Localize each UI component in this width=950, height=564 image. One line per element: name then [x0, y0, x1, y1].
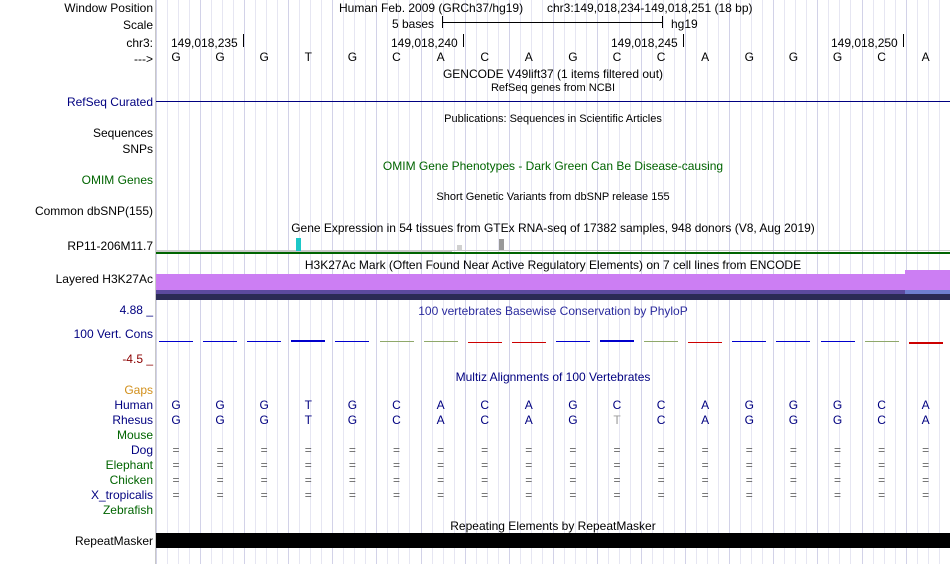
alignment-base: = [833, 458, 841, 472]
alignment-base: = [745, 488, 753, 502]
alignment-base: G [788, 413, 799, 427]
alignment-base: = [304, 443, 312, 457]
phylop-mark [732, 341, 766, 342]
alignment-base: C [480, 413, 490, 427]
alignment-base: = [701, 458, 709, 472]
alignment-base: = [789, 473, 797, 487]
alignment-base: G [171, 398, 181, 412]
coord-tick-4 [903, 34, 904, 47]
coord-label-3: 149,018,245 [611, 36, 678, 50]
alignment-base: = [392, 473, 400, 487]
h3k27ac-layer-dark [156, 294, 950, 300]
alignment-base: = [348, 443, 356, 457]
phylop-mark [644, 341, 678, 342]
alignment-base: = [348, 458, 356, 472]
sequence-base: G [215, 50, 225, 64]
alignment-base: A [921, 398, 930, 412]
phylop-mark [380, 341, 414, 342]
alignment-base: C [612, 398, 622, 412]
alignment-base: C [656, 413, 666, 427]
alignment-base: = [260, 458, 268, 472]
alignment-base: = [701, 473, 709, 487]
alignment-base: = [260, 443, 268, 457]
alignment-base: = [657, 443, 665, 457]
alignment-base: = [260, 488, 268, 502]
alignment-base: = [701, 443, 709, 457]
alignment-base: A [524, 398, 533, 412]
alignment-base: C [392, 413, 401, 427]
gaps-label[interactable]: Gaps [124, 383, 153, 397]
repeatmasker-label[interactable]: RepeatMasker [74, 534, 153, 548]
alignment-base: = [525, 443, 533, 457]
window-position-label: Window Position [64, 1, 153, 15]
sequence-base: C [480, 50, 490, 64]
alignment-base: = [878, 488, 886, 502]
coord-tick-2 [463, 34, 464, 47]
alignment-base: = [216, 473, 224, 487]
alignment-base: = [437, 458, 445, 472]
species-label-dog[interactable]: Dog [130, 443, 153, 457]
alignment-base: G [788, 398, 799, 412]
sequence-base: A [701, 50, 710, 64]
alignment-base: = [216, 488, 224, 502]
alignment-base: = [613, 458, 621, 472]
sequence-base: G [259, 50, 269, 64]
refseq-curated-label[interactable]: RefSeq Curated [66, 95, 153, 109]
alignment-base: G [568, 413, 578, 427]
alignment-base: A [701, 413, 710, 427]
alignment-base: G [832, 413, 843, 427]
publications-track-title[interactable]: Publications: Sequences in Scientific Articles [444, 113, 662, 125]
alignment-base: = [481, 458, 489, 472]
alignment-base: = [569, 488, 577, 502]
alignment-base: = [481, 488, 489, 502]
assembly-text[interactable]: Human Feb. 2009 (GRCh37/hg19) [339, 1, 524, 15]
alignment-base: G [568, 398, 578, 412]
alignment-base: = [569, 443, 577, 457]
h3k27ac-track-title[interactable]: H3K27Ac Mark (Often Found Near Active Regulatory Elements) on 7 cell lines from ENCODE [304, 258, 802, 272]
alignment-base: = [833, 443, 841, 457]
alignment-base: = [878, 473, 886, 487]
h3k27ac-label[interactable]: Layered H3K27Ac [55, 272, 153, 286]
phylop-mark [335, 341, 369, 342]
omim-track-title[interactable]: OMIM Gene Phenotypes - Dark Green Can Be Disease-causing [382, 159, 724, 173]
species-label-zebrafish[interactable]: Zebrafish [102, 503, 153, 517]
sequence-base: A [921, 50, 930, 64]
alignment-base: G [259, 413, 269, 427]
alignment-base: = [392, 488, 400, 502]
alignment-base: = [745, 458, 753, 472]
alignment-base: = [304, 473, 312, 487]
alignment-base: = [260, 473, 268, 487]
alignment-base: G [347, 413, 358, 427]
phylop-mark [600, 340, 634, 342]
phylop-mark [688, 342, 722, 343]
h3k27ac-signal-main[interactable] [156, 274, 905, 290]
repeatmasker-element-bar[interactable] [156, 533, 950, 548]
alignment-base: = [789, 458, 797, 472]
alignment-base: = [745, 443, 753, 457]
alignment-base: = [304, 458, 312, 472]
phylop-mark [203, 341, 237, 342]
dbsnp-track-title[interactable]: Short Genetic Variants from dbSNP release 155 [436, 191, 670, 203]
position-text[interactable]: chr3:149,018,234-149,018,251 (18 bp) [547, 1, 753, 15]
refseq-subtitle: RefSeq genes from NCBI [490, 82, 616, 94]
phylop-mark [556, 341, 590, 342]
species-label-human[interactable]: Human [114, 398, 153, 412]
alignment-base: = [172, 443, 180, 457]
alignment-base: = [657, 473, 665, 487]
alignment-base: = [613, 443, 621, 457]
alignment-base: T [613, 413, 621, 427]
alignment-base: = [878, 458, 886, 472]
alignment-base: = [833, 473, 841, 487]
sequence-base: T [304, 50, 312, 64]
alignment-base: G [744, 413, 754, 427]
alignment-base: = [392, 458, 400, 472]
alignment-base: A [921, 413, 930, 427]
species-label-elephant[interactable]: Elephant [105, 458, 153, 472]
h3k27ac-signal-peak[interactable] [905, 270, 950, 290]
alignment-base: = [569, 458, 577, 472]
species-label-x-tropicalis[interactable]: X_tropicalis [90, 488, 153, 502]
phylop-mark [159, 341, 193, 342]
alignment-base: = [922, 488, 930, 502]
phylop-mark [512, 342, 546, 343]
gtex-gene-label[interactable]: RP11-206M11.7 [67, 239, 153, 253]
alignment-base: G [215, 398, 225, 412]
alignment-base: G [832, 398, 843, 412]
gencode-track-title[interactable]: GENCODE V49lift37 (1 items filtered out) [442, 67, 664, 81]
scale-bar [442, 22, 663, 23]
alignment-base: = [525, 488, 533, 502]
alignment-base: C [877, 413, 886, 427]
sequence-base: C [656, 50, 666, 64]
alignment-base: C [392, 398, 401, 412]
alignment-base: = [613, 488, 621, 502]
alignment-base: = [701, 488, 709, 502]
sequence-base: A [436, 50, 445, 64]
sequence-base: C [877, 50, 886, 64]
alignment-base: C [877, 398, 886, 412]
alignment-base: = [216, 443, 224, 457]
sequence-base: G [568, 50, 578, 64]
gtex-gene-bar-right[interactable] [452, 250, 950, 251]
sequence-base: C [612, 50, 622, 64]
strand-arrow-label[interactable]: ---> [134, 52, 153, 66]
phylop-mark [821, 341, 855, 342]
scale-db-text: hg19 [671, 17, 698, 31]
alignment-base: = [437, 488, 445, 502]
alignment-base: = [613, 473, 621, 487]
phylop-mark [468, 342, 502, 343]
alignment-base: G [744, 398, 754, 412]
alignment-base: = [348, 473, 356, 487]
cons-ymax-label: 4.88 _ [119, 303, 153, 317]
sequence-base: G [744, 50, 754, 64]
alignment-base: G [259, 398, 269, 412]
alignment-base: = [172, 488, 180, 502]
alignment-base: = [172, 458, 180, 472]
gtex-tissue-bar-teal[interactable] [296, 238, 301, 251]
alignment-base: = [481, 443, 489, 457]
refseq-gene-line[interactable] [156, 101, 950, 102]
alignment-base: = [922, 473, 930, 487]
alignment-base: = [525, 458, 533, 472]
coord-label-4: 149,018,250 [831, 36, 898, 50]
phylop-mark [291, 340, 325, 342]
phylop-track-title[interactable]: 100 vertebrates Basewise Conservation by PhyloP [418, 304, 688, 318]
alignment-base: A [701, 398, 710, 412]
gtex-divider-line [156, 252, 950, 254]
multiz-track-title[interactable]: Multiz Alignments of 100 Vertebrates [455, 370, 651, 384]
alignment-base: = [789, 443, 797, 457]
repeatmasker-track-title[interactable]: Repeating Elements by RepeatMasker [450, 519, 656, 533]
alignment-base: = [437, 443, 445, 457]
sequence-base: G [171, 50, 181, 64]
snps-label[interactable]: SNPs [122, 142, 153, 156]
alignment-base: T [304, 398, 312, 412]
omim-genes-label[interactable]: OMIM Genes [81, 173, 153, 187]
phylop-mark [424, 341, 458, 342]
phylop-mark [909, 342, 943, 344]
phylop-mark [247, 341, 281, 342]
coord-label-1: 149,018,235 [171, 36, 238, 50]
alignment-base: C [480, 398, 490, 412]
alignment-base: = [481, 473, 489, 487]
gtex-track-title[interactable]: Gene Expression in 54 tissues from GTEx RNA-seq of 17382 samples, 948 donors (V8, Aug 2019) [291, 221, 815, 235]
species-label-mouse[interactable]: Mouse [116, 428, 153, 442]
alignment-base: = [304, 488, 312, 502]
coord-tick-1 [243, 34, 244, 47]
alignment-base: = [657, 458, 665, 472]
alignment-base: T [304, 413, 312, 427]
coord-label-2: 149,018,240 [391, 36, 458, 50]
alignment-base: = [569, 473, 577, 487]
alignment-base: G [347, 398, 358, 412]
cons-track-label[interactable]: 100 Vert. Cons [73, 327, 153, 341]
alignment-base: = [657, 488, 665, 502]
sequence-base: G [347, 50, 358, 64]
alignment-base: = [216, 458, 224, 472]
alignment-base: G [215, 413, 225, 427]
alignment-base: G [171, 413, 181, 427]
species-label-rhesus[interactable]: Rhesus [112, 413, 153, 427]
cons-ymin-label: -4.5 _ [122, 352, 153, 366]
scale-label: Scale [122, 18, 153, 32]
scale-bar-right-tick [662, 16, 663, 28]
species-label-chicken[interactable]: Chicken [109, 473, 153, 487]
scale-bases-text: 5 bases [392, 17, 435, 31]
alignment-base: = [745, 473, 753, 487]
sequence-base: A [524, 50, 533, 64]
dbsnp-label[interactable]: Common dbSNP(155) [34, 204, 153, 218]
alignment-base: A [436, 413, 445, 427]
alignment-base: A [524, 413, 533, 427]
alignment-base: = [525, 473, 533, 487]
phylop-mark [865, 341, 899, 342]
alignment-base: A [436, 398, 445, 412]
sequence-base: C [392, 50, 401, 64]
sequence-base: G [832, 50, 843, 64]
alignment-base: = [878, 443, 886, 457]
alignment-base: C [656, 398, 666, 412]
phylop-mark [776, 341, 810, 342]
sequence-base: G [788, 50, 799, 64]
sequences-label[interactable]: Sequences [92, 126, 153, 140]
alignment-base: = [922, 443, 930, 457]
alignment-base: = [789, 488, 797, 502]
alignment-base: = [437, 473, 445, 487]
alignment-base: = [833, 488, 841, 502]
chrom-label: chr3: [126, 36, 153, 50]
alignment-base: = [922, 458, 930, 472]
alignment-base: = [348, 488, 356, 502]
alignment-base: = [392, 443, 400, 457]
coord-tick-3 [683, 34, 684, 47]
alignment-base: = [172, 473, 180, 487]
